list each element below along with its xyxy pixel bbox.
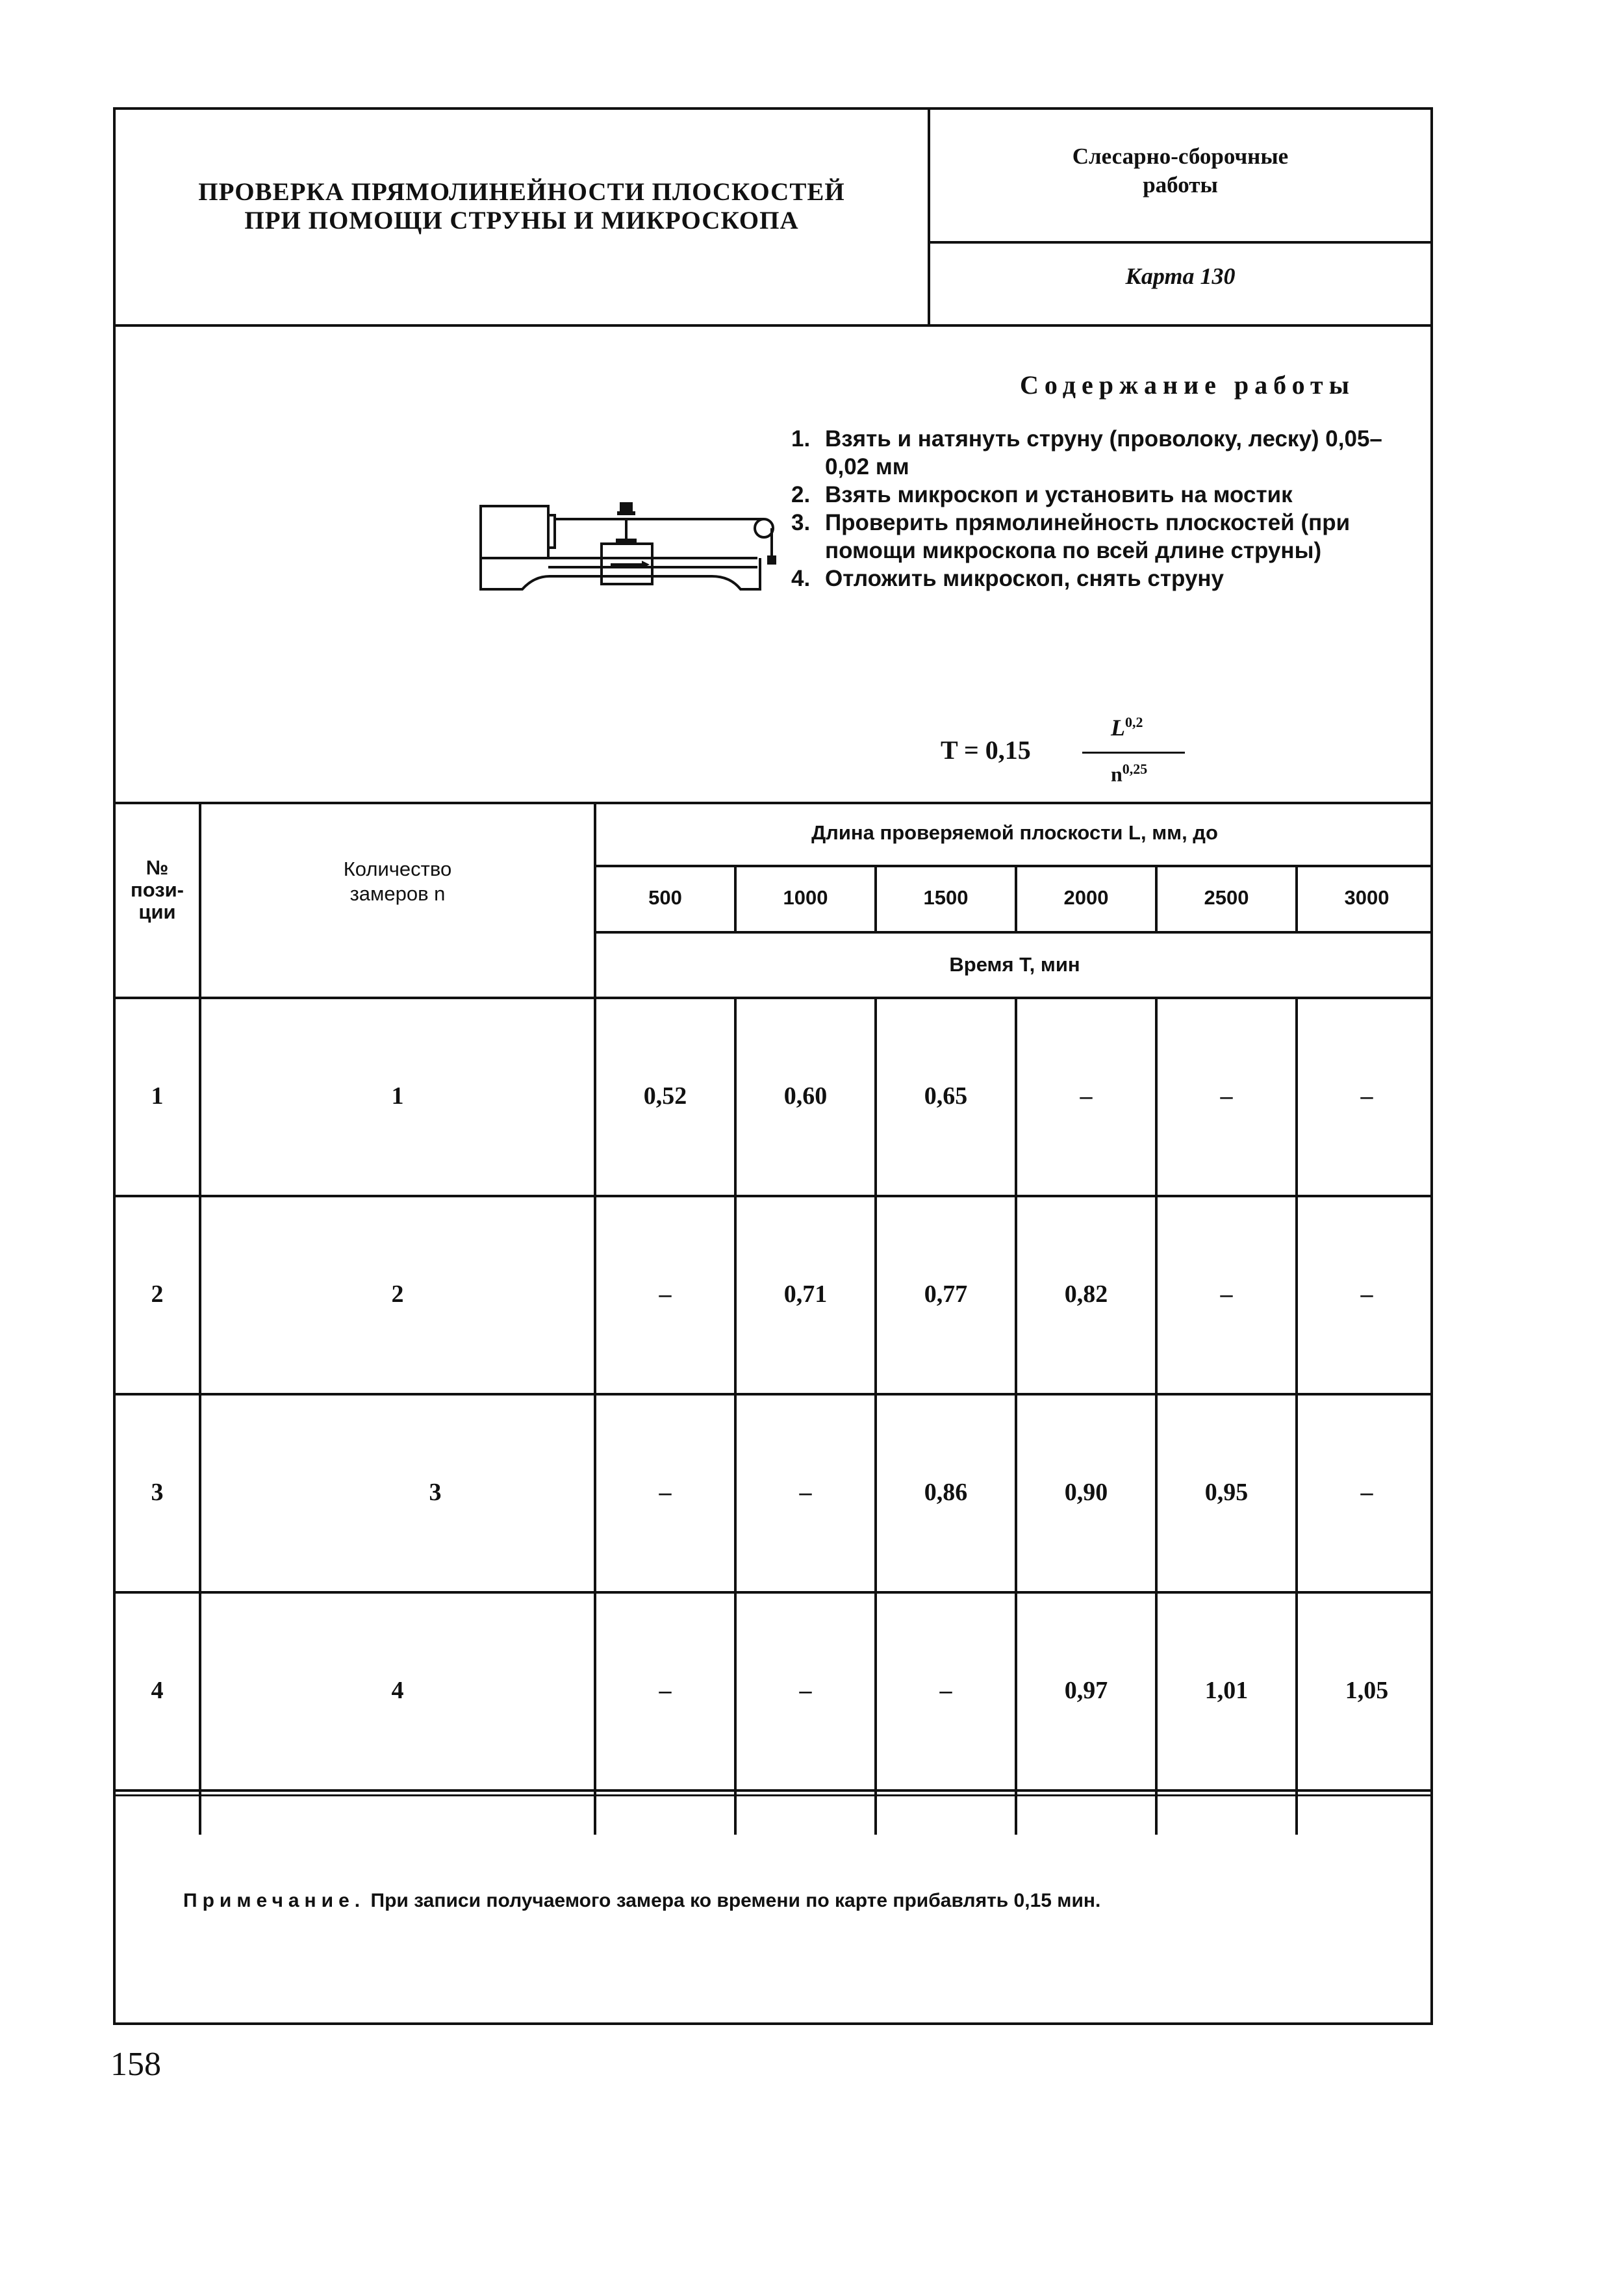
length-value: 2000 bbox=[1063, 886, 1109, 909]
row-rule bbox=[116, 1393, 1433, 1395]
bridge-block bbox=[616, 539, 637, 544]
time-value: – bbox=[1360, 1479, 1373, 1506]
work-step-text: Взять и натянуть струну (проволоку, леску) 0,05–0,02 мм bbox=[825, 426, 1382, 479]
row-position: 4 bbox=[151, 1677, 164, 1704]
row-position: 2 bbox=[151, 1281, 164, 1308]
row-rule bbox=[116, 1591, 1433, 1594]
work-type-label bbox=[928, 142, 1433, 199]
formula-numerator-base: L bbox=[1111, 715, 1125, 741]
time-value: 0,97 bbox=[1064, 1677, 1108, 1704]
table-bottom-rule bbox=[116, 1789, 1433, 1792]
time-value: – bbox=[1220, 1082, 1233, 1110]
formula-lhs: T = 0,15 bbox=[941, 735, 1031, 765]
work-step bbox=[791, 425, 1402, 481]
row-measure-count: 4 bbox=[391, 1677, 404, 1704]
footnote-label: Примечание. bbox=[183, 1890, 366, 1911]
formula-numerator bbox=[1111, 714, 1143, 741]
time-value: 0,95 bbox=[1204, 1479, 1249, 1506]
count-col-header-line: Количество bbox=[343, 858, 452, 880]
value-col-divider bbox=[1015, 997, 1017, 1835]
time-value: – bbox=[1360, 1281, 1373, 1308]
row-measure-count: 1 bbox=[391, 1082, 404, 1110]
formula-fraction-bar bbox=[1082, 752, 1185, 754]
card-title-line: ПРИ ПОМОЩИ СТРУНЫ И МИКРОСКОПА bbox=[244, 207, 799, 235]
time-value: 0,52 bbox=[643, 1082, 687, 1110]
time-value: – bbox=[659, 1677, 672, 1704]
table-top-rule bbox=[116, 802, 1433, 804]
time-value: – bbox=[1360, 1082, 1373, 1110]
row-position: 3 bbox=[151, 1479, 164, 1506]
header-right-rule bbox=[928, 241, 1433, 244]
work-steps-list bbox=[791, 425, 1402, 593]
time-value: – bbox=[799, 1479, 812, 1506]
time-value: – bbox=[1220, 1281, 1233, 1308]
time-value: – bbox=[939, 1677, 952, 1704]
time-header: Время T, мин bbox=[949, 953, 1080, 976]
time-value: – bbox=[659, 1479, 672, 1506]
page-number: 158 bbox=[110, 2046, 161, 2083]
work-step-number: 4. bbox=[791, 566, 811, 591]
length-value: 500 bbox=[648, 886, 682, 909]
position-col-header-line: ции bbox=[138, 900, 176, 923]
time-formula bbox=[941, 714, 1369, 792]
length-header: Длина проверяемой плоскости L, мм, до bbox=[811, 821, 1218, 844]
value-col-divider bbox=[734, 997, 737, 1835]
work-step-number: 2. bbox=[791, 482, 811, 507]
length-value: 1000 bbox=[783, 886, 828, 909]
time-value: – bbox=[799, 1677, 812, 1704]
formula-denominator-base: n bbox=[1111, 762, 1123, 786]
time-value: 0,82 bbox=[1064, 1281, 1108, 1308]
position-col-header-line: № bbox=[146, 856, 169, 879]
card-title bbox=[116, 178, 928, 235]
lengths-rule bbox=[594, 931, 1433, 934]
table-header-bottom-rule bbox=[116, 997, 1433, 999]
work-step-text: Взять микроскоп и установить на мостик bbox=[825, 482, 1293, 507]
weight-block bbox=[767, 555, 776, 565]
time-value: 0,86 bbox=[924, 1479, 968, 1506]
row-measure-count: 2 bbox=[391, 1281, 404, 1308]
work-type-line: Слесарно-сборочные bbox=[1072, 144, 1289, 169]
card-number: Карта 130 bbox=[1125, 263, 1236, 289]
footnote-text: При записи получаемого замера ко времени по карте прибавлять 0,15 мин. bbox=[370, 1890, 1101, 1911]
length-value: 3000 bbox=[1344, 886, 1389, 909]
work-step bbox=[791, 481, 1402, 509]
time-value: 0,65 bbox=[924, 1082, 968, 1110]
formula-denominator bbox=[1111, 761, 1147, 787]
work-step-number: 3. bbox=[791, 510, 811, 535]
headstock-shape bbox=[481, 506, 548, 558]
work-step-text: Отложить микроскоп, снять струну bbox=[825, 566, 1224, 591]
pulley-shape bbox=[755, 519, 773, 537]
count-col-header-line: замеров n bbox=[349, 882, 446, 905]
chuck-shape bbox=[548, 515, 555, 548]
value-col-divider bbox=[1295, 997, 1298, 1835]
time-value: – bbox=[1080, 1082, 1093, 1110]
row-measure-count: 3 bbox=[429, 1479, 442, 1506]
work-content-title: Содержание работы bbox=[1020, 370, 1355, 400]
formula-denominator-exp: 0,25 bbox=[1122, 761, 1148, 777]
time-value: 1,01 bbox=[1204, 1677, 1249, 1704]
row-rule bbox=[116, 1195, 1433, 1197]
microscope-base bbox=[617, 511, 635, 515]
work-type-line: работы bbox=[1143, 172, 1218, 198]
time-value: 0,77 bbox=[924, 1281, 968, 1308]
time-value: 0,71 bbox=[783, 1281, 828, 1308]
position-col-header bbox=[116, 857, 199, 923]
work-step bbox=[791, 565, 1402, 593]
time-value: 0,60 bbox=[783, 1082, 828, 1110]
work-step-number: 1. bbox=[791, 426, 811, 452]
length-value: 2500 bbox=[1204, 886, 1249, 909]
string-microscope-diagram bbox=[472, 487, 783, 597]
time-value: 0,90 bbox=[1064, 1479, 1108, 1506]
row-position: 1 bbox=[151, 1082, 164, 1110]
time-value: 1,05 bbox=[1345, 1677, 1389, 1704]
card-title-line: ПРОВЕРКА ПРЯМОЛИНЕЙНОСТИ ПЛОСКОСТЕЙ bbox=[198, 178, 845, 206]
work-step-text: Проверить прямолинейность плоскостей (при помощи микроскопа по всей длине струны) bbox=[825, 510, 1351, 563]
microscope-head bbox=[620, 502, 633, 511]
note-top-rule bbox=[116, 1794, 1433, 1796]
header-bottom-rule bbox=[116, 324, 1433, 327]
work-step bbox=[791, 509, 1402, 565]
length-header-rule bbox=[594, 865, 1433, 867]
count-col-header bbox=[201, 857, 594, 906]
value-col-divider bbox=[874, 997, 877, 1835]
footnote bbox=[183, 1890, 1100, 1912]
value-col-divider bbox=[1155, 997, 1158, 1835]
formula-numerator-exp: 0,2 bbox=[1125, 714, 1143, 730]
position-col-header-line: пози- bbox=[130, 878, 184, 901]
norm-card bbox=[113, 107, 1433, 2025]
time-value: – bbox=[659, 1281, 672, 1308]
length-value: 1500 bbox=[923, 886, 969, 909]
